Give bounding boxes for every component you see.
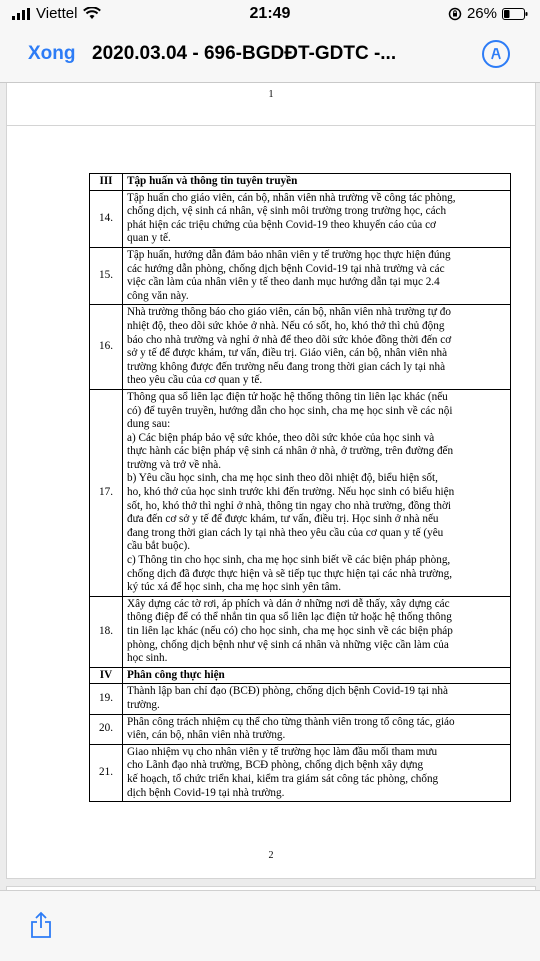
orientation-lock-icon bbox=[448, 7, 462, 21]
table-row bbox=[90, 305, 511, 390]
text-line: b) Yêu cầu học sinh, cha mẹ học sinh theo dõi nhiệt độ, biểu hiện sốt, bbox=[127, 472, 438, 485]
row-text bbox=[123, 596, 511, 667]
text-line: công văn này. bbox=[127, 289, 189, 302]
text-line: có) để tuyên truyền, hướng dẫn cho học sinh, cha mẹ học sinh về các nội bbox=[127, 404, 453, 417]
text-line: cầu bắt buộc). bbox=[127, 540, 191, 553]
page-number-current: 2 bbox=[268, 850, 274, 861]
text-line: quan y tế. bbox=[127, 232, 171, 245]
section-header-row bbox=[90, 667, 511, 684]
text-line: việc cần làm của nhân viên y tế theo danh mục hướng dẫn tại mục 2.4 bbox=[127, 276, 440, 289]
row-number: 18. bbox=[90, 596, 123, 667]
status-right bbox=[448, 5, 528, 22]
row-number: IV bbox=[90, 667, 123, 684]
text-line: nhiệt độ, theo dõi sức khỏe ở nhà. Nếu có sốt, ho, khó thở thì chủ động bbox=[127, 319, 445, 332]
text-line: Tập huấn và thông tin tuyên truyền bbox=[127, 175, 298, 187]
row-text bbox=[123, 190, 511, 247]
row-text bbox=[123, 247, 511, 304]
page-number-previous: 1 bbox=[268, 89, 274, 100]
row-number: 17. bbox=[90, 389, 123, 596]
row-text bbox=[123, 389, 511, 596]
text-line: chống dịch đã được thực hiện và sẽ tiếp tục thực hiện tại các nhà trường, bbox=[127, 567, 452, 580]
text-line: trường. bbox=[127, 698, 160, 711]
text-line: Phân công trách nhiệm cụ thể cho từng thành viên trong tổ công tác, giáo bbox=[127, 715, 455, 728]
table-row bbox=[90, 596, 511, 667]
row-number: 16. bbox=[90, 305, 123, 390]
text-line: thực hành các biện pháp vệ sinh cá nhân ở nhà, ở trường, trên đường đến bbox=[127, 445, 454, 458]
row-number: 14. bbox=[90, 190, 123, 247]
row-text bbox=[123, 305, 511, 390]
text-line: trường và trở về nhà. bbox=[127, 458, 222, 471]
section-header-row bbox=[90, 174, 511, 191]
text-line: trường không được đến trường nếu đang trong thời gian cách ly tại nhà bbox=[127, 360, 446, 373]
markup-pen-icon bbox=[484, 42, 508, 66]
text-line: phát hiện các triệu chứng của bệnh Covid-19 theo khuyến cáo của cơ bbox=[127, 218, 436, 231]
table-row bbox=[90, 389, 511, 596]
text-line: theo yêu cầu của cơ quan y tế. bbox=[127, 374, 263, 387]
text-line: Xây dựng các tờ rơi, áp phích và dán ở những nơi dễ thấy, xây dựng các bbox=[127, 597, 450, 610]
bottom-toolbar bbox=[0, 890, 540, 961]
text-line: kế hoạch, tổ chức triển khai, kiểm tra giám sát công tác phòng, chống bbox=[127, 772, 439, 785]
text-line: thông điệp để có thể nhắn tin qua sổ liên lạc điện tử hoặc hệ thống thông bbox=[127, 611, 452, 624]
text-line: ký túc xá để học sinh, cha mẹ học sinh yên tâm. bbox=[127, 581, 342, 594]
table-row bbox=[90, 247, 511, 304]
row-text bbox=[123, 684, 511, 714]
text-line: báo cho nhà trường và nghỉ ở nhà để theo dõi sức khỏe đồng thời đến cơ bbox=[127, 333, 452, 346]
table-row bbox=[90, 714, 511, 744]
row-text bbox=[123, 744, 511, 801]
section-title bbox=[123, 667, 511, 684]
text-line: Nhà trường thông báo cho giáo viên, cán bộ, nhân viên nhà trường tự đo bbox=[127, 306, 451, 319]
navigation-bar bbox=[0, 30, 540, 83]
text-line: Thành lập ban chỉ đạo (BCĐ) phòng, chống dịch bệnh Covid-19 tại nhà bbox=[127, 685, 448, 698]
status-time: 21:49 bbox=[249, 5, 291, 22]
row-number: 15. bbox=[90, 247, 123, 304]
text-line: cho Lãnh đạo nhà trường, BCĐ phòng, chống dịch bệnh xây dựng bbox=[127, 759, 424, 772]
text-line: c) Thông tin cho học sinh, cha mẹ học sinh biết về các biện pháp phòng, bbox=[127, 554, 451, 567]
text-line: đang trong thời gian cách ly tại nhà theo yêu cầu của cơ quan y tế (yêu bbox=[127, 526, 444, 539]
text-line: sốt, ho, khó thở thì nghỉ ở nhà, thông tin ngay cho nhà trường, đồng thời bbox=[127, 499, 452, 512]
share-icon[interactable] bbox=[30, 911, 52, 939]
document-title: 2020.03.04 - 696-BGDĐT-GDTC -... bbox=[92, 43, 397, 64]
content-table bbox=[89, 173, 511, 802]
text-line: Phân công thực hiện bbox=[127, 668, 225, 681]
markup-button[interactable] bbox=[482, 40, 510, 68]
text-line: dung sau: bbox=[127, 418, 171, 431]
table-row bbox=[90, 744, 511, 801]
text-line: phòng, chống dịch bệnh như vệ sinh cá nhân và những việc cần làm của bbox=[127, 638, 449, 651]
done-button[interactable]: Xong bbox=[28, 43, 76, 64]
content-table-body bbox=[90, 174, 511, 802]
text-line: chống dịch, vệ sinh cá nhân, vệ sinh môi trường trong trường học, cách bbox=[127, 205, 447, 218]
battery-percent: 26% bbox=[466, 5, 497, 22]
status-bar bbox=[0, 0, 540, 30]
text-line: đưa đến cơ sở y tế để được khám, tư vấn, điều trị. Học sinh ở nhà nếu bbox=[127, 513, 439, 526]
text-line: Tập huấn cho giáo viên, cán bộ, nhân viên nhà trường về công tác phòng, bbox=[127, 191, 456, 204]
text-line: các hướng dẫn phòng, chống dịch bệnh Covid-19 tại nhà trường và các bbox=[127, 262, 445, 275]
text-line: ho, khó thở của học sinh trước khi đến trường. Nếu học sinh có biểu hiện bbox=[127, 486, 455, 499]
text-line: Giao nhiệm vụ cho nhân viên y tế trường học làm đầu mối tham mưu bbox=[127, 745, 438, 758]
text-line: Tập huấn, hướng dẫn đảm bảo nhân viên y tế trường học thực hiện đúng bbox=[127, 248, 451, 261]
current-page bbox=[6, 125, 536, 879]
text-line: Thông qua sổ liên lạc điện tử hoặc hệ thống thông tin liên lạc khác (nếu bbox=[127, 390, 448, 403]
text-line: sở y tế để được khám, tư vấn, điều trị. Giáo viên, cán bộ, nhân viên nhà bbox=[127, 347, 448, 360]
row-number: 21. bbox=[90, 744, 123, 801]
battery-icon bbox=[502, 8, 528, 20]
text-line: dịch bệnh Covid-19 tại nhà trường. bbox=[127, 786, 285, 799]
document-viewer[interactable] bbox=[0, 83, 540, 890]
table-row bbox=[90, 190, 511, 247]
row-number: 20. bbox=[90, 714, 123, 744]
text-line: học sinh. bbox=[127, 652, 168, 665]
row-number: 19. bbox=[90, 684, 123, 714]
text-line: viên, cán bộ, nhân viên nhà trường. bbox=[127, 729, 286, 742]
carrier-name: Viettel bbox=[36, 5, 78, 22]
text-line: a) Các biện pháp bảo vệ sức khỏe, theo dõi sức khỏe của học sinh và bbox=[127, 431, 435, 444]
section-title bbox=[123, 174, 511, 191]
text-line: tin liên lạc khác (nếu có) cho học sinh, cha mẹ học sinh về các biện pháp bbox=[127, 625, 453, 637]
table-row bbox=[90, 684, 511, 714]
row-text bbox=[123, 714, 511, 744]
row-number: III bbox=[90, 174, 123, 191]
